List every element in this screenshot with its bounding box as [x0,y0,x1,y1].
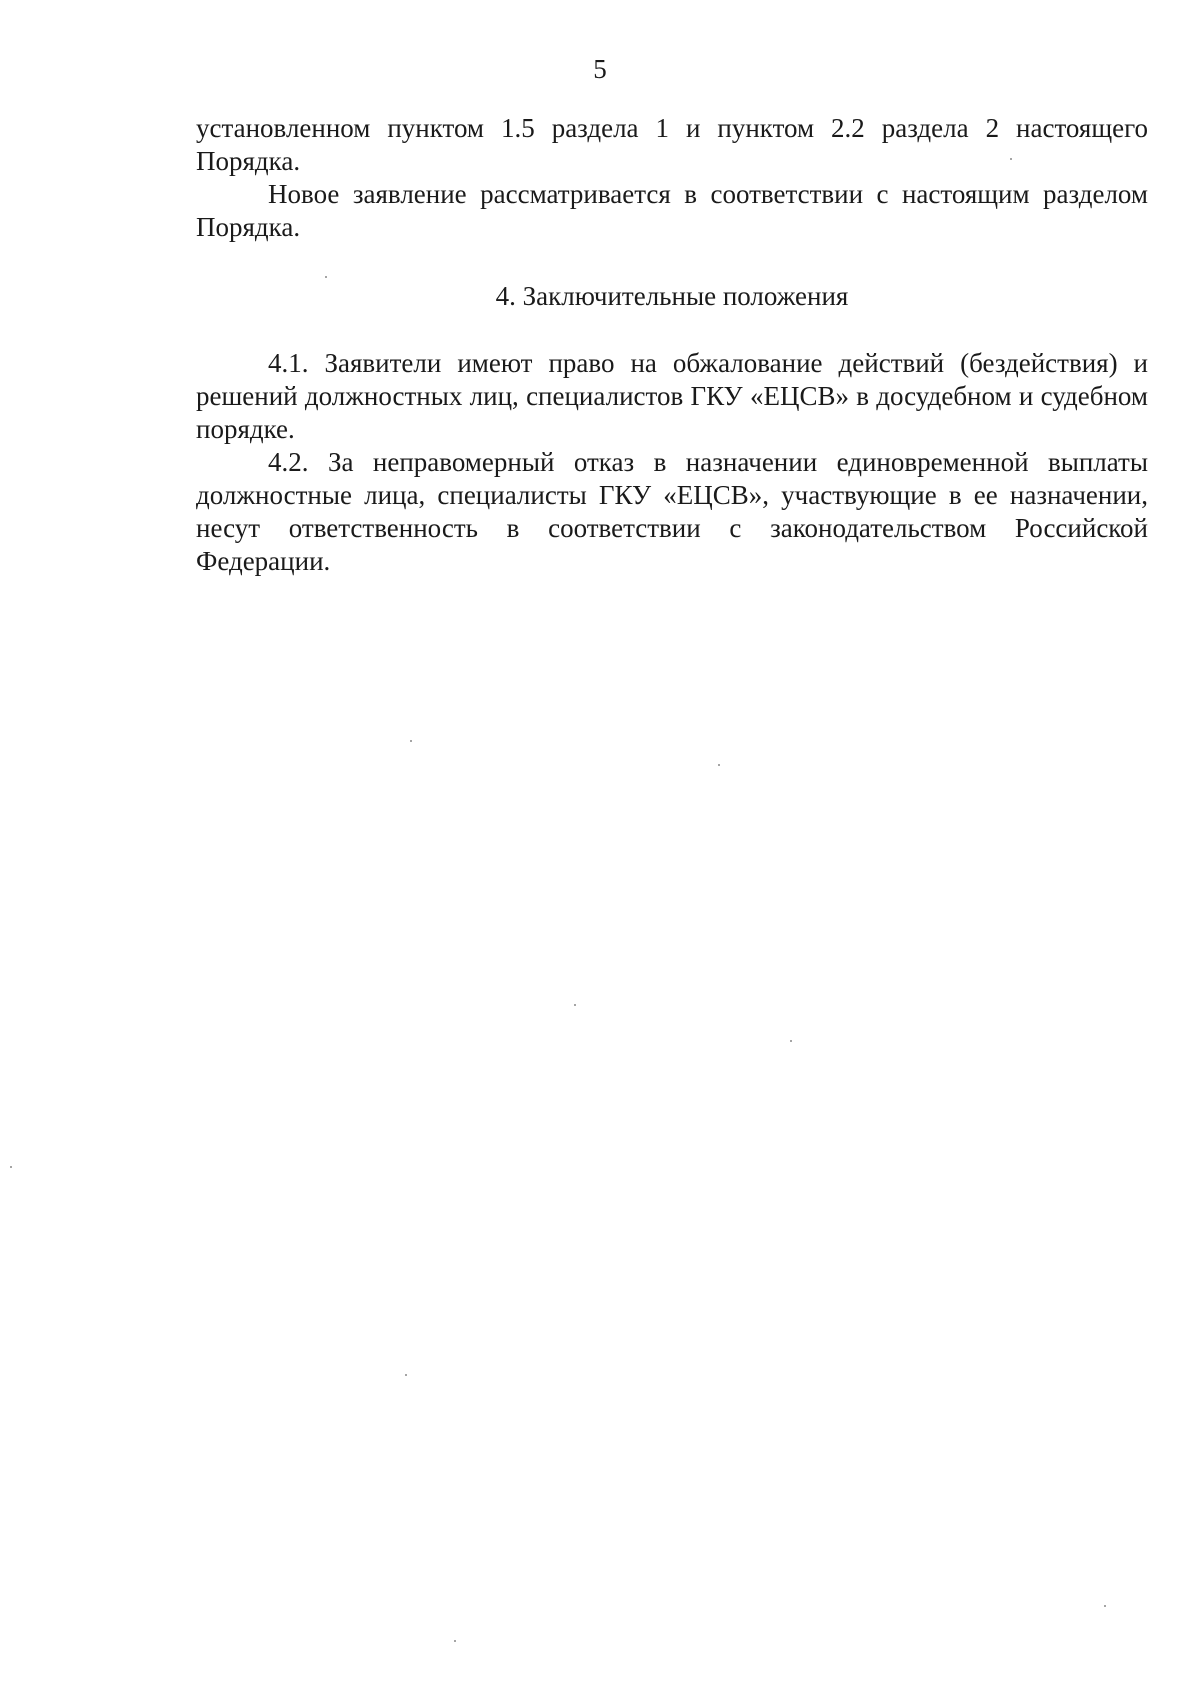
section-title: 4. Заключительные положения [495,281,849,311]
paragraph-4-2: 4.2. За неправомерный отказ в назначении единовременной выплаты должностные лица, специалисты ГКУ «ЕЦСВ», участвующие в ее назначении, несут ответственность в соответствии с законодательством Российской Федерации. [196,447,1148,576]
scan-speck [1010,158,1012,160]
scan-speck [790,1040,792,1042]
scan-speck [405,1374,407,1376]
scan-speck [574,1004,576,1006]
page-content [196,112,1148,578]
scan-speck [718,764,720,766]
scan-speck [410,740,412,742]
scan-speck [10,1166,12,1168]
paragraph-continuation: установленном пунктом 1.5 раздела 1 и пунктом 2.2 раздела 2 настоящего Порядка. [196,113,1148,176]
paragraph-4-1: 4.1. Заявители имеют право на обжалование действий (бездействия) и решений должностных лиц, специалистов ГКУ «ЕЦСВ» в досудебном и судебном порядке. [196,348,1148,444]
scan-speck [454,1640,456,1642]
paragraph-new-application: Новое заявление рассматривается в соответствии с настоящим разделом Порядка. [196,179,1148,242]
scan-speck [1104,1605,1106,1607]
page-number: 5 [593,54,607,84]
scan-speck [325,276,327,278]
